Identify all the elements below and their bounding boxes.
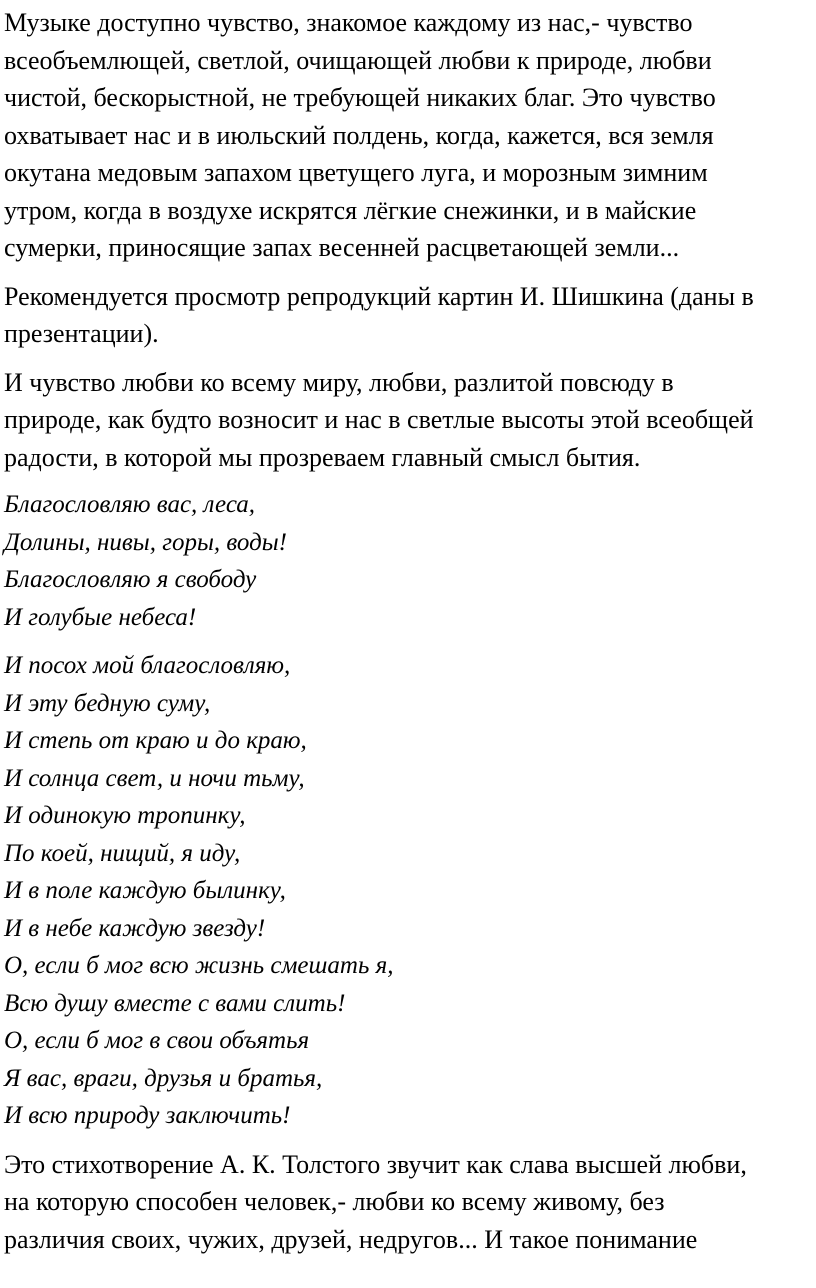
text-line: сумерки, приносящие запах весенней расцветающей земли... bbox=[4, 233, 680, 262]
paragraph-closing bbox=[4, 1146, 810, 1259]
text-line: И чувство любви ко всему миру, любви, разлитой повсюду в bbox=[4, 367, 674, 397]
poem-stanza-1 bbox=[4, 486, 810, 636]
text-line: всеобъемлющей, светлой, очищающей любви к природе, любви bbox=[4, 45, 712, 75]
poem-line: Долины, нивы, горы, воды! bbox=[4, 528, 287, 556]
poem-line: О, если б мог в свои объятья bbox=[4, 1027, 310, 1054]
poem-line: Благословляю вас, леса, bbox=[4, 491, 256, 518]
text-line: радости, в которой мы прозреваем главный смысл бытия. bbox=[4, 442, 641, 472]
text-line: природе, как будто возносит и нас в светлые высоты этой всеобщей bbox=[4, 405, 754, 434]
text-line: презентации). bbox=[4, 319, 159, 348]
poem-line: И в небе каждую звезду! bbox=[4, 914, 266, 942]
poem-line: Благословляю я свободу bbox=[4, 566, 257, 593]
poem-stanza-2 bbox=[4, 647, 810, 1135]
poem-line: И степь от краю и до краю, bbox=[4, 727, 307, 754]
text-line: различия своих, чужих, друзей, недругов... И такое понимание bbox=[4, 1224, 698, 1254]
poem-line: О, если б мог всю жизнь смешать я, bbox=[4, 952, 394, 979]
text-line: утром, когда в воздухе искрятся лёгкие снежинки, и в майские bbox=[4, 195, 697, 225]
poem-line: И всю природу заключить! bbox=[4, 1102, 291, 1129]
text-line: Это стихотворение А. К. Толстого звучит как слава высшей любви, bbox=[4, 1149, 747, 1179]
poem-line: И одинокую тропинку, bbox=[4, 802, 246, 829]
poem-line: По коей, нищий, я иду, bbox=[4, 839, 241, 867]
poem-line: Всю душу вместе с вами слить! bbox=[4, 989, 346, 1017]
text-line: Рекомендуется просмотр репродукций картин И. Шишкина (даны в bbox=[4, 281, 754, 311]
paragraph-feeling bbox=[4, 364, 810, 477]
text-line: охватывает нас и в июльский полдень, когда, кажется, вся земля bbox=[4, 120, 714, 150]
text-line: окутана медовым запахом цветущего луга, и морозным зимним bbox=[4, 158, 708, 187]
poem-line: И в поле каждую былинку, bbox=[4, 877, 286, 904]
poem-line: И посох мой благословляю, bbox=[4, 652, 291, 679]
text-line: на которую способен человек,- любви ко всему живому, без bbox=[4, 1187, 665, 1216]
poem-line: И голубые небеса! bbox=[4, 603, 197, 631]
poem-line: И эту бедную суму, bbox=[4, 689, 211, 717]
paragraph-recommendation bbox=[4, 278, 810, 353]
paragraph-intro bbox=[4, 4, 810, 267]
text-line: чистой, бескорыстной, не требующей никаких благ. Это чувство bbox=[4, 83, 716, 112]
poem-line: И солнца свет, и ночи тьму, bbox=[4, 764, 305, 792]
poem-line: Я вас, враги, друзья и братья, bbox=[4, 1064, 323, 1092]
text-line: Музыке доступно чувство, знакомое каждому из нас,- чувство bbox=[4, 8, 693, 37]
